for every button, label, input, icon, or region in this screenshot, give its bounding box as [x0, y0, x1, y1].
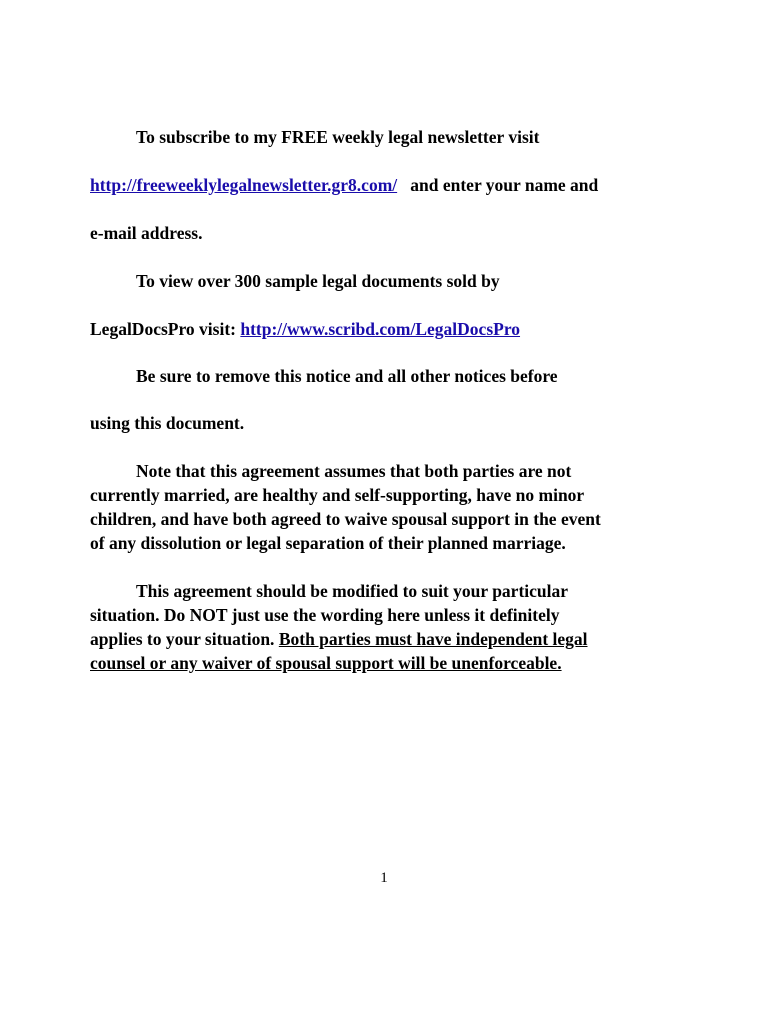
note-line-1: Note that this agreement assumes that both parties are not	[136, 461, 572, 481]
remove-line-2: using this document.	[90, 413, 245, 433]
newsletter-link[interactable]: http://freeweeklylegalnewsletter.gr8.com/	[90, 175, 398, 195]
samples-line-2-prefix: LegalDocsPro visit:	[90, 319, 236, 339]
independent-counsel-warning-start: Both parties must have independent legal	[278, 629, 588, 649]
subscribe-line-2	[90, 174, 598, 196]
independent-counsel-warning-end: counsel or any waiver of spousal support will be unenforceable.	[90, 653, 562, 673]
subscribe-line-2-rest: and enter your name and	[410, 175, 599, 195]
note-line-3: children, and have both agreed to waive spousal support in the event	[90, 509, 601, 529]
subscribe-line-1: To subscribe to my FREE weekly legal newsletter visit	[136, 127, 540, 147]
remove-line-1: Be sure to remove this notice and all other notices before	[136, 366, 558, 386]
modify-line-3	[90, 628, 588, 650]
modify-line-3-plain: applies to your situation.	[90, 629, 279, 649]
subscribe-line-3: e-mail address.	[90, 223, 203, 243]
modify-line-1: This agreement should be modified to suit your particular	[136, 581, 569, 601]
samples-line-1: To view over 300 sample legal documents sold by	[136, 271, 500, 291]
modify-line-2: situation. Do NOT just use the wording here unless it definitely	[90, 605, 560, 625]
modify-line-4	[90, 652, 562, 674]
samples-line-2	[90, 318, 520, 340]
scribd-link[interactable]: http://www.scribd.com/LegalDocsPro	[240, 319, 521, 339]
page-number: 1	[380, 870, 388, 886]
note-line-2: currently married, are healthy and self-supporting, have no minor	[90, 485, 585, 505]
note-line-4: of any dissolution or legal separation of their planned marriage.	[90, 533, 566, 553]
